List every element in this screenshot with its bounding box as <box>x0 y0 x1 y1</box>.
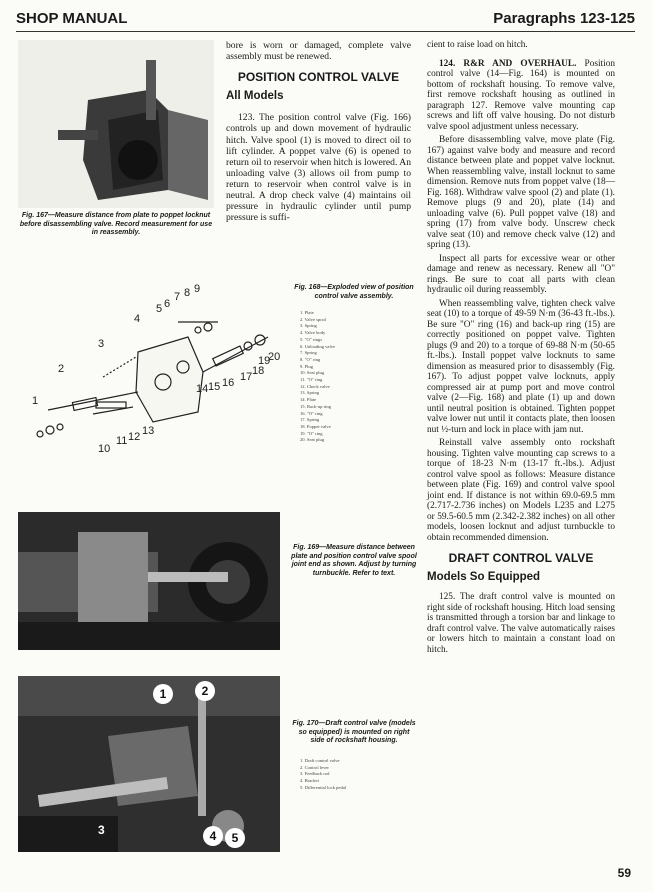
para-125: 125. The draft control valve is mounted on right side of rockshaft housing. Hitch load sensing is transmitted through a torsion bar and linkage to draft control valve. The valve automatically raises or lowers hitch to maintain a constant load on hitch. <box>427 592 615 655</box>
fig168-label-9: 9 <box>194 283 201 295</box>
fig167-caption: Fig. 167—Measure distance from plate to poppet locknut before disassembling valve. Record measurement for use in reassembly. <box>19 212 213 237</box>
legend-item: 20. Seat plug <box>300 437 325 443</box>
legend-item: 4. Bracket <box>300 778 319 784</box>
fig168-legend <box>300 310 335 444</box>
fig168-label-7: 7 <box>174 291 181 303</box>
legend-item: 19. "O" ring <box>300 430 323 436</box>
fig168-label-1: 1 <box>32 395 39 407</box>
para-122-continuation: bore is worn or damaged, complete valve assembly must be renewed. <box>226 40 411 63</box>
fig168-label-16: 16 <box>222 377 235 389</box>
legend-item: 6. Unloading valve <box>300 343 336 349</box>
para-123-continuation: cient to raise load on hitch. <box>427 40 528 50</box>
subheading-models-so-equipped: Models So Equipped <box>427 570 541 583</box>
fig168-label-17: 17 <box>240 371 253 383</box>
fig168-label-19: 19 <box>258 355 271 367</box>
legend-item: 2. Control lever <box>300 764 329 770</box>
legend-item: 14. Plate <box>300 397 317 403</box>
fig168-label-13: 13 <box>142 425 155 437</box>
legend-item: 3. Spring <box>300 323 317 329</box>
legend-item: 1. Draft control valve <box>300 758 340 763</box>
para-reinstall: Reinstall valve assembly onto rockshaft housing. Tighten valve mounting cap screws to a torque of 18-23 N·m (13-17 ft.-lbs.). Adjust control valve spool as follows: Measure distance between plate (Fig. 169) and control valve spool joint end. If distance is not within 69.0-69.5 mm (2.717-2.736 inches) on Models L235 and L275 or 59.5-60.5 mm (2.342-2.382 inches) on all other models, loosen locknut and adjust turnbuckle to obtain recommended dimension. <box>427 438 615 543</box>
legend-item: 15. Back-up ring <box>300 403 332 409</box>
fig170-callout-3: 3 <box>98 823 105 837</box>
section-heading-position-control: POSITION CONTROL VALVE <box>237 70 400 85</box>
header-rule <box>16 31 635 32</box>
para-124-body: Position control valve (14—Fig. 164) is mounted on bottom of rockshaft housing. To remove valve, first remove rockshaft housing as outlined in paragraph 127. Remove valve mounting cap screws and lift off valve housing. Do not disturb valve spool adjustment unless necessary. <box>427 58 616 132</box>
legend-item: 13. Spring <box>300 390 320 396</box>
fig168-label-10: 10 <box>98 443 111 455</box>
legend-item: 4. Valve body <box>300 330 326 336</box>
text-column-right <box>427 40 615 658</box>
para-when-reassembling: When reassembling valve, tighten check valve seat (10) to a torque of 49-59 N·m (36-43 ft.-lbs.). Be sure "O" ring (16) and back-up ring (15) are correctly positioned on poppet valve. Tighten plugs (9 and 20) to a torque of 69-88 N·m (50-65 ft.-lbs.). Install poppet valve locknuts to same dimension as measured prior to disassembly (Fig. 167). To adjust poppet valve locknuts, apply compressed air at pump port and move control valve (2—Fig. 168) and plate (1) up and down until neutral position is obtained. Tighten poppet valve lower nut until it contacts plate, then loosen nut ½-turn and lock in place with jam nut. <box>427 298 615 435</box>
fig168-label-2: 2 <box>58 363 65 375</box>
fig169-caption: Fig. 169—Measure distance between plate and position control valve spool joint end as shown. Adjust by turning turnbuckle. Refer to text. <box>291 544 417 577</box>
legend-item: 11. "O" ring <box>300 377 323 383</box>
subheading-all-models: All Models <box>226 90 284 103</box>
page-number: 59 <box>617 866 631 880</box>
fig168-label-15: 15 <box>208 381 221 393</box>
text-column-middle <box>226 40 411 226</box>
para-124 <box>427 59 615 133</box>
legend-item: 12. Check valve <box>300 383 330 389</box>
legend-item: 17. Spring <box>300 417 320 423</box>
fig170-callout-2: 2 <box>195 681 215 701</box>
fig168-label-5: 5 <box>156 303 163 315</box>
para-inspect: Inspect all parts for excessive wear or other damage and renew as necessary. Renew all "O" rings. Be sure to coat all parts with clean hydraulic oil during reassembly. <box>427 253 615 295</box>
fig168-caption: Fig. 168—Exploded view of position control valve assembly. <box>294 284 414 300</box>
para-124-title: 124. R&R AND OVERHAUL. <box>439 58 577 69</box>
fig170-caption: Fig. 170—Draft control valve (models so equipped) is mounted on right side of rockshaft housing. <box>292 720 416 745</box>
fig170-photo <box>18 676 280 852</box>
section-heading-draft-control: DRAFT CONTROL VALVE <box>448 551 594 565</box>
legend-item: 1. Plate <box>300 310 314 315</box>
fig168-label-4: 4 <box>134 313 141 325</box>
legend-item: 3. Feedback rod <box>300 771 330 777</box>
fig168-label-3: 3 <box>98 338 105 350</box>
fig168-label-6: 6 <box>164 298 171 310</box>
para-123: 123. The position control valve (Fig. 166) controls up and down movement of hydraulic hitch. Valve spool (1) is moved to direct oil to lift cylinder. A poppet valve (6) is opened to return oil to reservoir when hitch is lowered. An unloading valve (3) allows oil from pump to return to reservoir when control valve is in neutral. A drop check valve (4) maintains oil pressure in hydraulic cylinder until pump pressure is suffi- <box>226 112 411 224</box>
running-header-left: SHOP MANUAL <box>16 10 128 27</box>
legend-item: 5. Differential lock pedal <box>300 784 347 790</box>
legend-item: 7. Spring <box>300 350 317 356</box>
legend-item: 8. "O" ring <box>300 356 321 362</box>
legend-item: 2. Valve spool <box>300 316 327 322</box>
fig169-photo <box>18 512 280 650</box>
legend-item: 9. Plug <box>300 363 314 369</box>
fig168-label-8: 8 <box>184 287 191 299</box>
fig168-label-18: 18 <box>252 365 265 377</box>
fig168-drawing <box>18 282 280 472</box>
legend-item: 18. Poppet valve <box>300 423 331 429</box>
para-before-disassembling: Before disassembling valve, move plate (Fig. 167) against valve body and measure and record distance between plate and poppet valve locknut. When reassembling valve, install locknut to same dimension. Remove nuts from poppet valve (18—Fig. 168). Withdraw valve spool (2) and plate (1). Remove plugs (9 and 20), plate (14) and unloading valve (6). Pull poppet valve (18) and spring (17) from valve body. Unscrew check valve seat (10) and remove check valve (12) and spring (13). <box>427 135 615 250</box>
fig168-label-14: 14 <box>196 383 209 395</box>
fig170-legend <box>300 758 346 792</box>
fig168-label-20: 20 <box>268 351 280 363</box>
fig168-label-12: 12 <box>128 431 141 443</box>
fig170-callout-4: 4 <box>203 826 223 846</box>
fig170-callout-5: 5 <box>225 828 245 848</box>
legend-item: 10. Seat plug <box>300 370 325 376</box>
fig167-photo <box>18 40 214 208</box>
running-header-right: Paragraphs 123-125 <box>493 10 635 27</box>
fig170-callout-1: 1 <box>153 684 173 704</box>
legend-item: 16. "O" ring <box>300 410 323 416</box>
legend-item: 5. "O" rings <box>300 336 322 342</box>
fig168-label-11: 11 <box>116 435 128 447</box>
